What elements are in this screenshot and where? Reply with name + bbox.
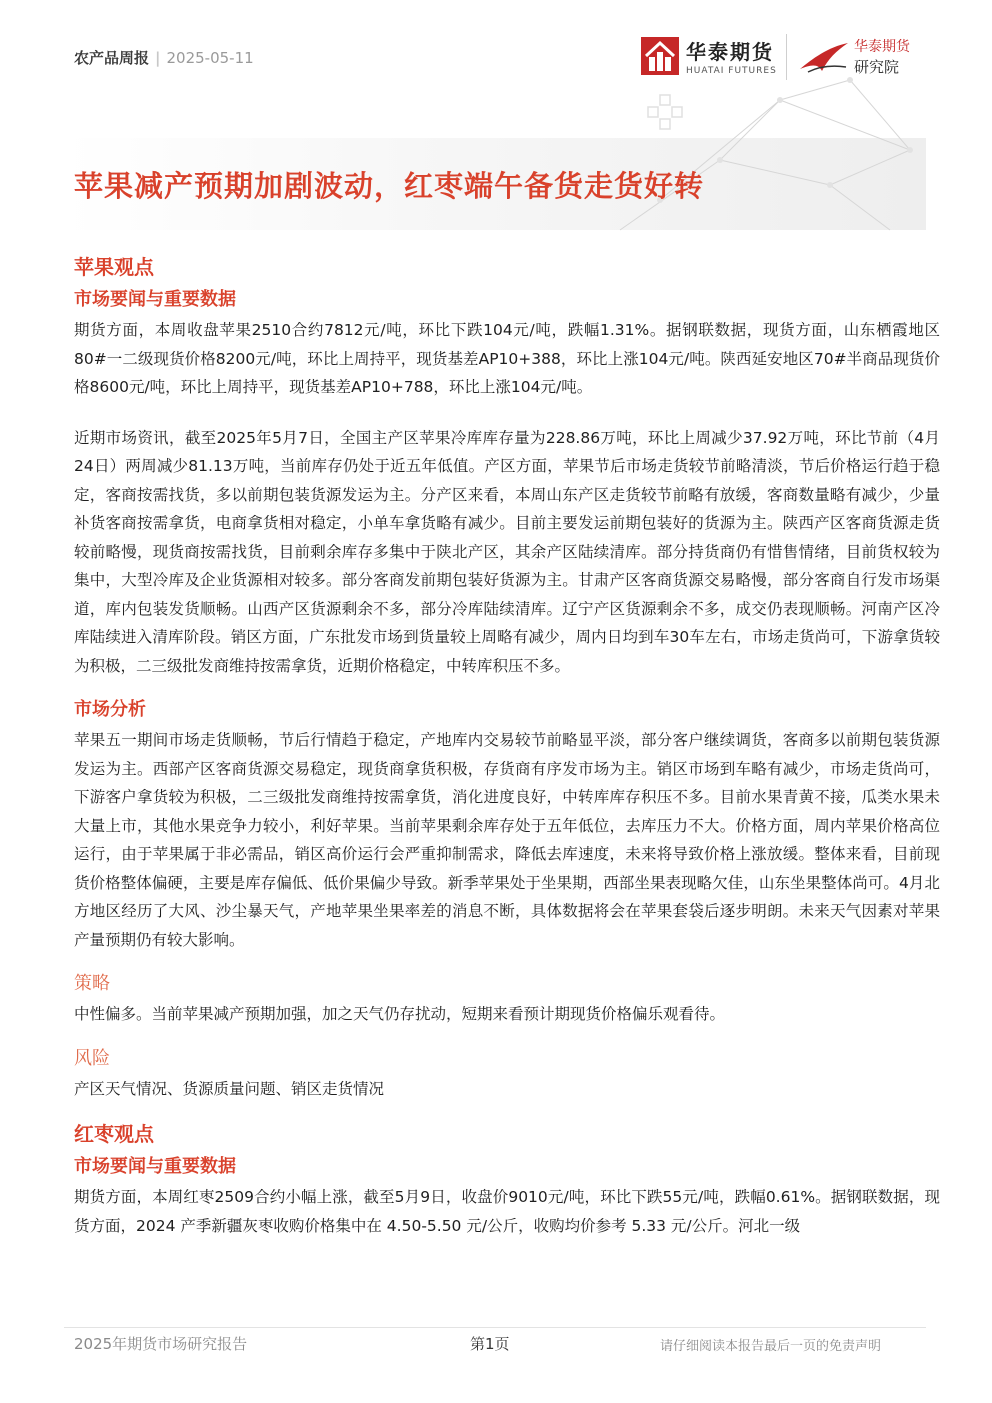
footer-report-name: 2025年期货市场研究报告 bbox=[74, 1335, 248, 1353]
institute-line2: 研究院 bbox=[854, 58, 900, 76]
disclaimer-note: 请仔细阅读本报告最后一页的免责声明 bbox=[660, 1339, 882, 1354]
footer-divider bbox=[64, 1327, 926, 1328]
apple-news-paragraph-2: 近期市场资讯，截至2025年5月7日，全国主产区苹果冷库库存量为228.86万吨，环比上周减少37.92万吨，环比节前（4月24日）两周减少81.13万吨，当前库存仍处于近五年低值。产区方面，苹果节后市场走货较节前略清淡，节后价格运行趋于稳定，客商按需找货，多以前期包装货源发运为主。分产区来看，本周山东产区走货较节前略有放缓，客商数量略有减少，少量补货客商按需拿货，电商拿货相对稳定，小单车拿货略有减少。目前主要发运前期包装好的货源为主。陕西产区客商货源走货较前略慢，现货商按需找货，目前剩余库存多集中于陕北产区，其余产区陆续清库。部分持货商仍有惜售情绪，目前货权较为集中，大型冷库及企业货源相对较多。部分客商发前期包装好货源为主。甘肃产区客商货源交易略慢，部分客商自行发市场渠道，库内包装发货顺畅。山西产区货源剩余不多，部分冷库陆续清库。辽宁产区货源剩余不多，成交仍表现顺畅。河南产区冷库陆续进入清库阶段。销区方面，广东批发市场到货量较上周略有减少，周内日均到车30车左右，市场走货尚可，下游拿货较为积极，二三级批发商维持按需拿货，近期价格稳定，中转库积压不多。 bbox=[74, 428, 940, 675]
apple-strategy-paragraph: 中性偏多。当前苹果减产预期加强，加之天气仍存扰动，短期来看预计期现货价格偏乐观看待。 bbox=[74, 1005, 726, 1023]
apple-risk-paragraph: 产区天气情况、货源质量问题、销区走货情况 bbox=[74, 1079, 385, 1098]
paragraph-spacer bbox=[74, 402, 940, 424]
section-spacer bbox=[74, 680, 940, 694]
apple-analysis-paragraph: 苹果五一期间市场走货顺畅，节后行情趋于稳定，产地库内交易较节前略显平淡，部分客户继续调货，客商多以前期包装货源发运为主。西部产区客商货源交易稳定，现货商拿货积极，存货商有序发市场为主。销区市场到车略有减少，市场走货尚可，下游客户拿货较为积极，二三级批发商维持按需拿货，消化进度良好，中转库库存积压不多。目前水果青黄不接，瓜类水果未大量上市，其他水果竞争力较小，利好苹果。当前苹果剩余库存处于五年低位，去库压力不大。价格方面，周内苹果价格高位运行，由于苹果属于非必需品，销区高价运行会严重抑制需求，降低去库速度，未来将导致价格上涨放缓。整体来看，目前现货价格整体偏硬，主要是库存偏低、低价果偏少导致。新季苹果处于坐果期，西部坐果表现略欠佳，山东坐果整体尚可。4月北方地区经历了大风、沙尘暴天气，产地苹果坐果率差的消息不断，具体数据将会在苹果套袋后逐步明朗。未来天气因素对苹果产量预期仍有较大影响。 bbox=[74, 731, 940, 949]
report-type: 农产品周报 bbox=[74, 49, 150, 67]
apple-risk-heading: 风险 bbox=[74, 1047, 110, 1069]
logo-name-en: HUATAI FUTURES bbox=[686, 66, 777, 76]
breadcrumb-separator: | bbox=[155, 49, 161, 67]
section-spacer bbox=[74, 1029, 940, 1043]
apple-section-heading: 苹果观点 bbox=[74, 255, 154, 279]
report-date: 2025-05-11 bbox=[166, 49, 254, 67]
apple-news-heading: 市场要闻与重要数据 bbox=[74, 289, 236, 310]
page-number: 第1页 bbox=[470, 1335, 510, 1353]
section-spacer bbox=[74, 954, 940, 968]
apple-news-paragraph-1: 期货方面，本周收盘苹果2510合约7812元/吨，环比下跌104元/吨，跌幅1.31%。据钢联数据，现货方面，山东栖霞地区80#一二级现货价格8200元/吨，环比上周持平，现货基差AP10+388，环比上涨104元/吨。陕西延安地区70#半商品现货价格8600元/吨，环比上周持平，现货基差AP10+788，环比上涨104元/吨。 bbox=[74, 321, 940, 396]
institute-line1: 华泰期货 bbox=[854, 39, 910, 55]
logo-name-cn: 华泰期货 bbox=[686, 40, 774, 64]
apple-analysis-heading: 市场分析 bbox=[74, 699, 146, 720]
report-title: 苹果减产预期加剧波动，红枣端午备货走货好转 bbox=[74, 169, 705, 203]
report-body bbox=[74, 250, 940, 1240]
apple-strategy-heading: 策略 bbox=[74, 973, 110, 994]
section-spacer bbox=[74, 1103, 940, 1117]
jujube-news-paragraph-1: 期货方面，本周红枣2509合约小幅上涨，截至5月9日，收盘价9010元/吨，环比下跌55元/吨，跌幅0.61%。据钢联数据，现货方面，2024 产季新疆灰枣收购价格集中在 4.50-5.50 元/公斤，收购均价参考 5.33 元/公斤。河北一级 bbox=[74, 1188, 940, 1235]
network-decoration-icon bbox=[600, 60, 930, 235]
jujube-section-heading: 红枣观点 bbox=[74, 1122, 154, 1146]
jujube-news-heading: 市场要闻与重要数据 bbox=[74, 1156, 236, 1177]
report-breadcrumb bbox=[74, 47, 254, 68]
